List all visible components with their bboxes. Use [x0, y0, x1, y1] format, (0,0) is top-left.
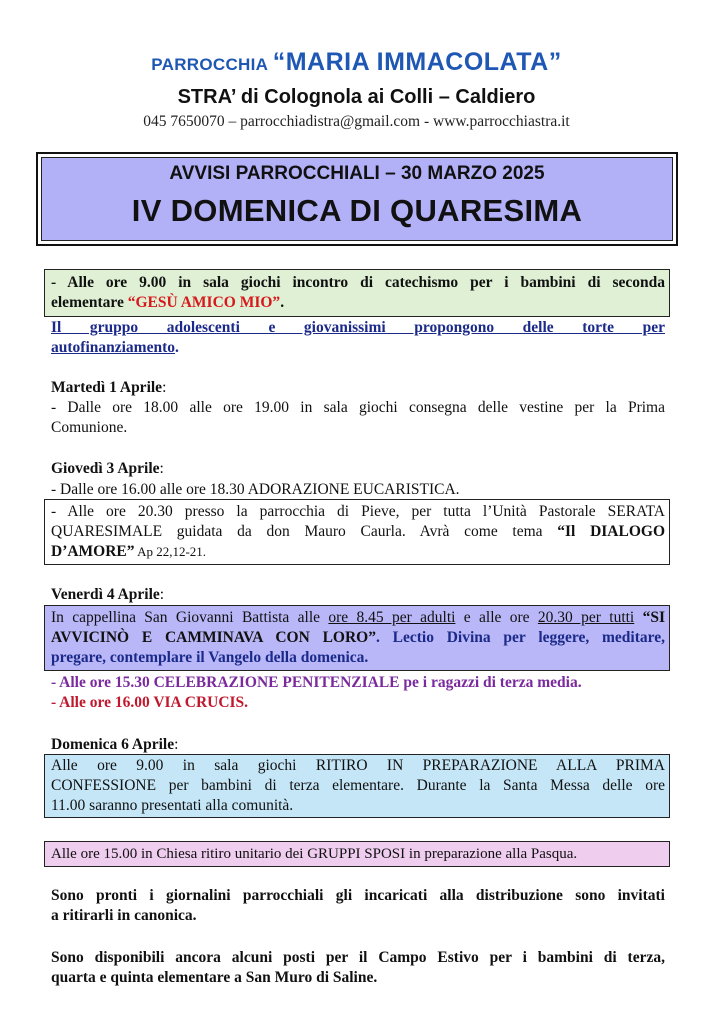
catechism-line-1: - Alle ore 9.00 in sala giochi incontro di catechismo per i bambini di seconda — [51, 274, 665, 291]
via-crucis-line: - Alle ore 16.00 VIA CRUCIS. — [51, 694, 249, 711]
parish-location: STRA’ di Colognola ai Colli – Caldiero — [177, 86, 536, 108]
catechism-line-2: elementare “GESÙ AMICO MIO”. — [51, 294, 285, 311]
evening-line-2: QUARESIMALE guidata da don Mauro Caurla. Avrà come tema “Il DIALOGO — [51, 523, 666, 540]
thursday-heading: Giovedì 3 Aprile: — [51, 460, 164, 477]
retreat-line-3: 11.00 saranno presentati alla comunità. — [51, 797, 294, 814]
lectio-line-2: AVVICINÒ E CAMMINAVA CON LORO”. Lectio Divina per leggere, meditare, — [51, 629, 665, 646]
spouses-line: Alle ore 15.00 in Chiesa ritiro unitario dei GRUPPI SPOSI in preparazione alla Pasqua. — [51, 846, 578, 862]
adoration-line: - Dalle ore 16.00 alle ore 18.30 ADORAZIONE EUCARISTICA. — [51, 481, 460, 498]
tuesday-line-1: - Dalle ore 18.00 alle ore 19.00 in sala giochi consegna delle vestine per la Prima — [51, 399, 665, 416]
parish-name: “MARIA IMMACOLATA” — [272, 48, 562, 76]
cakes-line-1: Il gruppo adolescenti e giovanissimi propongono delle torte per — [51, 319, 665, 336]
newsletter-line-1: Sono pronti i giornalini parrocchiali gli incaricati alla distribuzione sono invitati — [51, 887, 665, 904]
friday-heading: Venerdì 4 Aprile: — [51, 586, 165, 603]
camp-line-1: Sono disponibili ancora alcuni posti per il Campo Estivo per i bambini di terza, — [51, 949, 665, 966]
evening-line-3: D’AMORE” Ap 22,12-21. — [51, 543, 207, 560]
lectio-line-1: In cappellina San Giovanni Battista alle ore 8.45 per adulti e alle ore 20.30 per tutti “SI — [51, 609, 665, 626]
sunday-title: IV DOMENICA DI QUARESIMA — [131, 193, 583, 228]
parish-header — [0, 48, 713, 77]
cakes-line-2: autofinanziamento. — [51, 339, 179, 356]
notice-date-title: AVVISI PARROCCHIALI – 30 MARZO 2025 — [169, 163, 545, 184]
evening-line-1: - Alle ore 20.30 presso la parrocchia di Pieve, per tutta l’Unità Pastorale SERATA — [51, 503, 665, 520]
penitential-line: - Alle ore 15.30 CELEBRAZIONE PENITENZIALE pe i ragazzi di terza media. — [51, 674, 582, 691]
tuesday-line-2: Comunione. — [51, 419, 128, 436]
lectio-line-3: pregare, contemplare il Vangelo della domenica. — [51, 649, 369, 666]
parish-contacts: 045 7650070 – parrocchiadistra@gmail.com - www.parrocchiastra.it — [143, 113, 570, 130]
retreat-line-1: Alle ore 9.00 in sala giochi RITIRO IN PREPARAZIONE ALLA PRIMA — [51, 757, 665, 774]
catechism-theme: “GESÙ AMICO MIO” — [127, 294, 281, 311]
parish-label: PARROCCHIA — [151, 55, 269, 74]
sunday-heading: Domenica 6 Aprile: — [51, 736, 179, 753]
tuesday-heading: Martedì 1 Aprile: — [51, 379, 167, 396]
newsletter-line-2: a ritirarli in canonica. — [51, 907, 197, 924]
retreat-line-2: CONFESSIONE per bambini di terza elementare. Durante la Santa Messa delle ore — [51, 777, 665, 794]
camp-line-2: quarta e quinta elementare a San Muro di Saline. — [51, 969, 378, 986]
